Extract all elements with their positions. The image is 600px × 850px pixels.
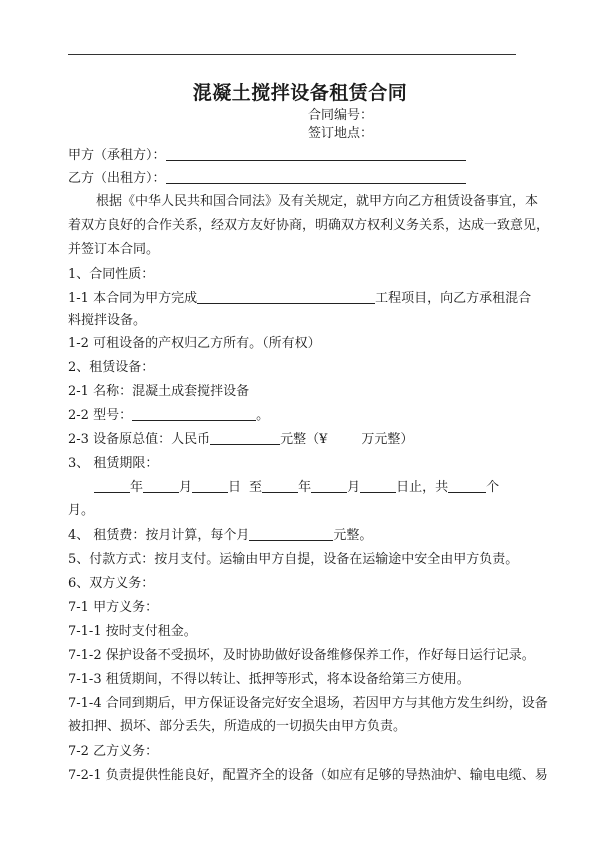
rent-prefix: 4、 租赁费：按月计算，每个月 xyxy=(68,528,250,543)
party-b-line xyxy=(68,167,466,186)
clause-7-1-1: 7-1-1 按时支付租金。 xyxy=(68,624,197,639)
section-3-heading: 3、 租赁期限： xyxy=(68,456,159,471)
clause-2-3-suffix: 万元整） xyxy=(361,432,414,447)
clause-7-1-4-line-2: 被扣押、损坏、部分丢失，所造成的一切损失由甲方负责。 xyxy=(68,719,407,734)
months-unit-label: 个 xyxy=(486,480,500,495)
preamble-line-2: 着双方良好的合作关系，经双方友好协商，明确双方权利义务关系，达成一致意见， xyxy=(68,218,550,233)
month-label: 月 xyxy=(179,480,193,495)
clause-2-3-prefix: 2-3 设备原总值：人民币 xyxy=(68,432,211,447)
clause-1-1-prefix: 1-1 本合同为甲方完成 xyxy=(68,291,198,306)
party-a-line xyxy=(68,144,466,163)
party-b-blank[interactable] xyxy=(166,170,466,184)
contract-number-label: 合同编号： xyxy=(308,108,374,123)
clause-1-1 xyxy=(68,287,531,306)
end-day-blank[interactable] xyxy=(360,479,396,493)
model-blank[interactable] xyxy=(132,407,256,421)
document-title: 混凝土搅拌设备租赁合同 xyxy=(192,82,408,104)
section-2-heading: 2、租赁设备： xyxy=(68,360,155,375)
monthly-rent-blank[interactable] xyxy=(249,527,333,541)
start-month-blank[interactable] xyxy=(143,479,179,493)
signing-place-label: 签订地点： xyxy=(308,126,374,141)
section-5-payment: 5、付款方式：按月支付。运输由甲方自提，设备在运输途中安全由甲方负责。 xyxy=(68,552,519,567)
start-day-blank[interactable] xyxy=(192,479,228,493)
clause-2-2-prefix: 2-2 型号： xyxy=(68,408,133,423)
clause-1-1-line-2: 料搅拌设备。 xyxy=(68,313,147,328)
project-name-blank[interactable] xyxy=(197,290,375,304)
clause-7-2-1: 7-2-1 负责提供性能良好，配置齐全的设备（如应有足够的导热油炉、输电电缆、易 xyxy=(68,768,548,783)
rent-suffix: 元整。 xyxy=(333,528,373,543)
clause-2-2-suffix: 。 xyxy=(256,408,270,423)
clause-2-2 xyxy=(68,404,269,423)
section-6-heading: 6、双方义务： xyxy=(68,576,155,591)
lease-period-line-2: 月。 xyxy=(68,503,95,518)
clause-7-1-3: 7-1-3 租赁期间，不得以转让、抵押等形式，将本设备给第三方使用。 xyxy=(68,672,470,687)
clause-2-1: 2-1 名称：混凝土成套搅拌设备 xyxy=(68,384,250,399)
day-label: 日 xyxy=(228,480,242,495)
end-month-label: 月 xyxy=(347,480,361,495)
clause-1-1-suffix: 工程项目，向乙方承租混合 xyxy=(375,291,532,306)
lease-period-line xyxy=(94,476,499,495)
party-a-duties-heading: 7-1 甲方义务： xyxy=(68,600,159,615)
party-a-label: 甲方（承租方）： xyxy=(68,148,166,163)
party-b-duties-heading: 7-2 乙方义务： xyxy=(68,744,159,759)
to-label: 至 xyxy=(249,480,263,495)
end-year-blank[interactable] xyxy=(262,479,298,493)
end-day-label: 日止，共 xyxy=(396,480,449,495)
section-1-heading: 1、合同性质： xyxy=(68,267,155,282)
year-label: 年 xyxy=(130,480,144,495)
clause-7-1-4-line-1: 7-1-4 合同到期后，甲方保证设备完好安全退场，若因甲方与其他方发生纠纷，设备 xyxy=(68,696,548,711)
section-4-rent xyxy=(68,524,372,543)
start-year-blank[interactable] xyxy=(94,479,130,493)
party-a-blank[interactable] xyxy=(166,147,466,161)
preamble-line-3: 并签订本合同。 xyxy=(68,242,160,257)
preamble-line-1: 根据《中华人民共和国合同法》及有关规定，就甲方向乙方租赁设备事宜，本 xyxy=(96,194,539,209)
clause-1-2: 1-2 可租设备的产权归乙方所有。（所有权） xyxy=(68,336,321,351)
total-value-blank[interactable] xyxy=(210,431,280,445)
party-b-label: 乙方（出租方）： xyxy=(68,171,166,186)
clause-2-3 xyxy=(68,428,413,447)
total-months-blank[interactable] xyxy=(448,479,486,493)
end-year-label: 年 xyxy=(298,480,312,495)
header-rule xyxy=(68,54,516,55)
clause-7-1-2: 7-1-2 保护设备不受损坏，及时协助做好设备维修保养工作，作好每日运行记录。 xyxy=(68,648,535,663)
clause-2-3-mid: 元整（¥ xyxy=(280,432,328,447)
end-month-blank[interactable] xyxy=(311,479,347,493)
